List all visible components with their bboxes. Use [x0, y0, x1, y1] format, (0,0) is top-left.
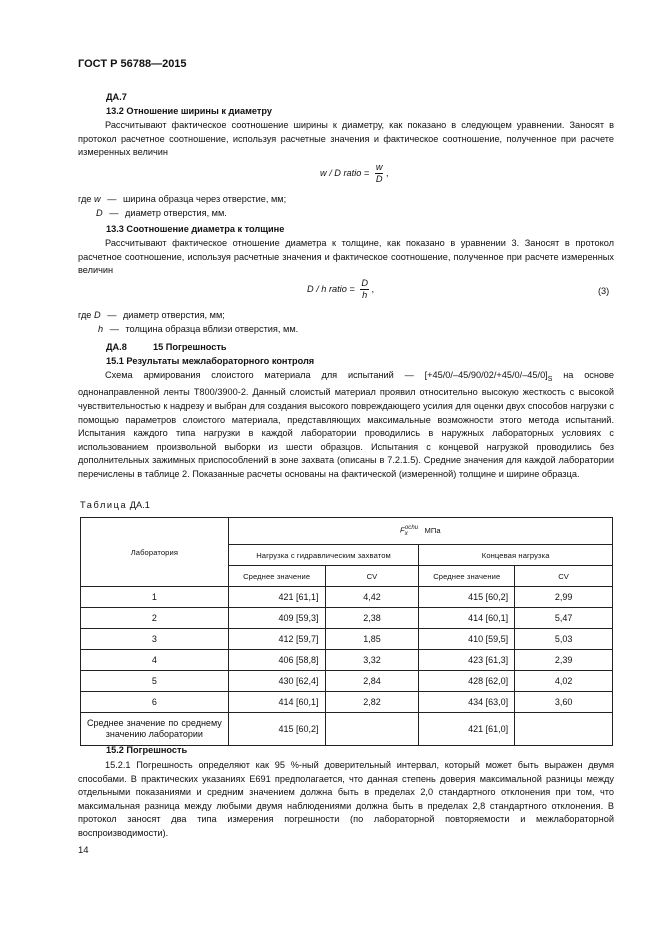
lab-cell: 6 — [81, 692, 229, 713]
mean-cell: 421 [61,1] — [228, 587, 325, 608]
summary-empty-cell — [515, 713, 613, 746]
lab-cell: 5 — [81, 671, 229, 692]
formula-width-diameter — [320, 162, 389, 185]
where-text: ширина образца через отверстие, мм; — [122, 194, 287, 204]
table-row — [81, 587, 613, 608]
cv-cell: 2,99 — [515, 587, 613, 608]
formula-denominator: h — [362, 290, 368, 300]
table-header-row — [81, 518, 613, 545]
where-text: диаметр отверстия, мм. — [124, 208, 227, 218]
formula-tail: , — [386, 167, 389, 178]
mean-cell: 430 [62,4] — [228, 671, 325, 692]
cv-header: CV — [325, 566, 419, 587]
formula-denominator: D — [375, 174, 383, 184]
mean-cell: 415 [60,2] — [419, 587, 515, 608]
formula-diameter-thickness — [307, 278, 374, 301]
section-15-2-heading: 15.2 Погрешность — [106, 745, 188, 755]
table-caption-id: ДА.1 — [129, 500, 150, 510]
summary-mean-cell: 421 [61,0] — [419, 713, 515, 746]
where-row — [78, 193, 286, 206]
section-13-2-text: Рассчитывают фактическое соотношение ширины к диаметру, как показано в следующем уравнении. Заносят в протокол расчетное соотношение, используя расчетные значения и фактическое соотношение, полученное при расчете измеренных величин — [78, 120, 614, 158]
text-part: Схема армирования слоистого материала для испытаний — [+45/0/–45/90/02/+45/0/–45/0] — [105, 370, 548, 380]
annex-label: ДА.7 — [106, 92, 127, 102]
unit-sub: x — [404, 531, 408, 538]
cv-cell: 2,39 — [515, 650, 613, 671]
section-13-3-heading: 13.3 Соотношение диаметра к толщине — [106, 224, 285, 234]
where-prefix: где — [78, 310, 92, 320]
mean-cell: 423 [61,3] — [419, 650, 515, 671]
formula-numerator: w — [375, 162, 383, 172]
mean-cell: 414 [60,1] — [419, 608, 515, 629]
equation-number: (3) — [598, 286, 610, 296]
mean-cell: 434 [63,0] — [419, 692, 515, 713]
group-hydraulic-header: Нагрузка с гидравлическим захватом — [228, 545, 419, 566]
table-summary-row — [81, 713, 613, 746]
cv-cell: 5,03 — [515, 629, 613, 650]
lab-cell: 2 — [81, 608, 229, 629]
where-symbol: D — [96, 208, 103, 218]
cv-cell: 1,85 — [325, 629, 419, 650]
cv-header: CV — [515, 566, 613, 587]
formula-lhs: w / D ratio = — [320, 167, 370, 178]
annex-8-title: 15 Погрешность — [153, 342, 227, 352]
where-dash: — — [109, 324, 119, 334]
mean-cell: 428 [62,0] — [419, 671, 515, 692]
summary-lab-cell: Среднее значение по среднему значению лаборатории — [81, 713, 229, 746]
section-13-2-heading: 13.2 Отношение ширины к диаметру — [106, 106, 273, 116]
where-text: толщина образца вблизи отверстия, мм. — [125, 324, 299, 334]
lab-results-table — [80, 517, 613, 746]
mean-cell: 410 [59,5] — [419, 629, 515, 650]
cv-cell: 4,42 — [325, 587, 419, 608]
lab-cell: 4 — [81, 650, 229, 671]
unit-symbol: F — [399, 525, 405, 535]
subscript: S — [547, 375, 553, 383]
table-row — [81, 629, 613, 650]
annex-8-label: ДА.8 — [106, 342, 127, 352]
table-caption-word: Таблица — [80, 500, 128, 510]
cv-cell: 2,38 — [325, 608, 419, 629]
document-standard-header: ГОСТ Р 56788—2015 — [78, 58, 187, 70]
lab-header: Лаборатория — [81, 518, 229, 587]
unit-label: МПа — [424, 525, 441, 535]
mean-cell: 414 [60,1] — [228, 692, 325, 713]
unit-header — [228, 518, 612, 545]
summary-mean-cell: 415 [60,2] — [228, 713, 325, 746]
where-row — [96, 207, 227, 220]
mean-cell: 409 [59,3] — [228, 608, 325, 629]
formula-fraction — [360, 278, 369, 301]
formula-fraction — [375, 162, 384, 185]
table-caption — [80, 499, 150, 513]
where-prefix: где — [78, 194, 92, 204]
table-row — [81, 692, 613, 713]
where-dash: — — [107, 310, 117, 320]
where-row — [98, 323, 298, 336]
table-row — [81, 608, 613, 629]
table-row — [81, 650, 613, 671]
cv-cell: 4,02 — [515, 671, 613, 692]
formula-numerator: D — [361, 278, 368, 288]
where-dash: — — [109, 208, 119, 218]
unit-sup: ochu — [404, 524, 419, 531]
where-symbol: D — [93, 310, 101, 320]
cv-cell: 5,47 — [515, 608, 613, 629]
cv-cell: 2,84 — [325, 671, 419, 692]
summary-empty-cell — [325, 713, 419, 746]
formula-tail: , — [371, 283, 375, 294]
text-part: на основе однонаправленной ленты T800/3900-2. Данный слоистый материал проявил относительно высокую жесткость с высокой чувствительностью к надрезу и выбран для создания высокого повреждающего усилия для оценки двух способов нагрузки с помощью параметров слоистого материала, представляющих максимальные возможности этого метода испытаний. Испытания каждого типа нагрузки в каждой лаборатории проводились в наружных лабораторных условиях с использованием произвольной выборки из шести образцов. Испытания с концевой нагрузкой проводились без дополнительных зажимных приспособлений в зоне захвата (описаны в 7.2.1.5). Средние значения для каждой лаборатории перечислены в таблице 2. Показанные расчеты основаны на фактической (измеренной) толщине и ширине образца. — [78, 370, 614, 479]
where-text: диаметр отверстия, мм; — [122, 310, 225, 320]
mean-header: Среднее значение — [228, 566, 325, 587]
lab-cell: 1 — [81, 587, 229, 608]
section-15-1-text — [78, 369, 614, 482]
where-symbol: w — [93, 194, 101, 204]
where-row — [78, 309, 225, 322]
section-13-3-text: Рассчитывают фактическое отношение диаметра к толщине, как показано в уравнении 3. Заносят в протокол расчетное соотношение, используя расчетные значения и фактическое соотношение, полученное при расчете измеренных величин — [78, 238, 614, 276]
cv-cell: 2,82 — [325, 692, 419, 713]
cv-cell: 3,32 — [325, 650, 419, 671]
table-row — [81, 671, 613, 692]
where-dash: — — [107, 194, 117, 204]
section-15-1-heading: 15.1 Результаты межлабораторного контроля — [106, 356, 315, 366]
mean-cell: 412 [59,7] — [228, 629, 325, 650]
mean-header: Среднее значение — [419, 566, 515, 587]
lab-cell: 3 — [81, 629, 229, 650]
formula-lhs: D / h ratio = — [307, 283, 355, 294]
cv-cell: 3,60 — [515, 692, 613, 713]
section-15-2-text: 15.2.1 Погрешность определяют как 95 %-ный доверительный интервал, который может быть выражен двумя способами. В практических указаниях E691 предполагается, что данная степень доверия максимальной разницы между отдельными показаниями и средним значением должна быть в пределах 2,0 стандартного отклонения при том, что максимальная разница между любыми двумя наблюдениями должна быть в пределах 2,8 стандартного отклонения. В протокол заносят два типа измерения погрешности (по лабораторной повторяемости и межлабораторной воспроизводимости). — [78, 760, 614, 838]
group-end-load-header: Концевая нагрузка — [419, 545, 613, 566]
mean-cell: 406 [58,8] — [228, 650, 325, 671]
where-symbol: h — [98, 324, 104, 334]
page-number: 14 — [78, 845, 89, 856]
